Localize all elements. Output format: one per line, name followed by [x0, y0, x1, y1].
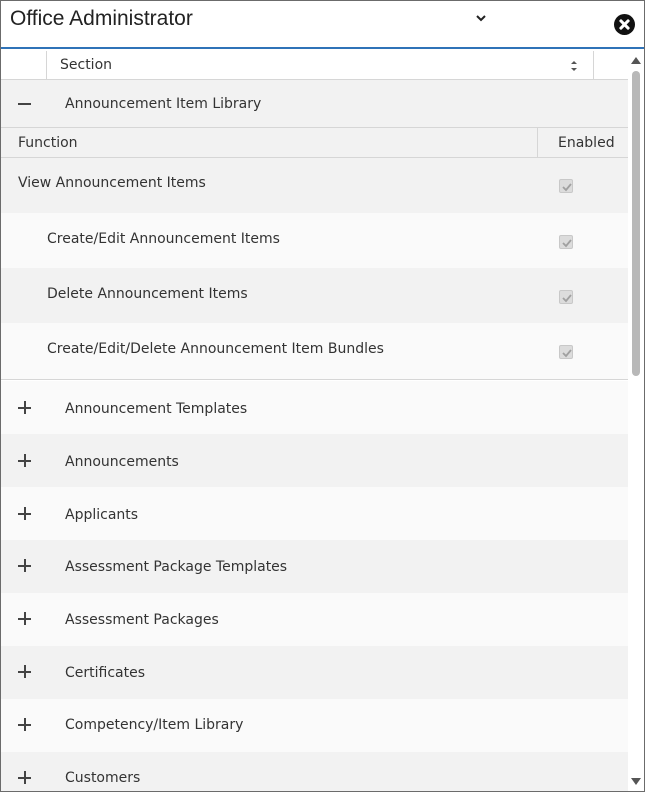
scroll-up-arrow-icon[interactable]	[631, 57, 641, 64]
plus-icon[interactable]	[18, 718, 32, 732]
table-header	[1, 51, 628, 80]
group-row-assessment-package-templates[interactable]	[1, 540, 628, 593]
function-column-header: Function	[18, 135, 78, 151]
plus-icon[interactable]	[18, 507, 32, 521]
group-label: Customers	[65, 770, 141, 786]
function-row-create-edit-announcement-items	[1, 213, 628, 268]
role-select[interactable]: Office Administrator	[10, 7, 193, 30]
function-label: Create/Edit Announcement Items	[47, 231, 280, 247]
plus-icon[interactable]	[18, 454, 32, 468]
function-label: View Announcement Items	[18, 175, 206, 191]
function-table-header	[1, 128, 628, 158]
group-label: Announcement Item Library	[65, 96, 262, 112]
group-row-applicants[interactable]	[1, 487, 628, 540]
header-toggle-column	[1, 51, 47, 79]
group-row-competency-item-library[interactable]	[1, 699, 628, 752]
plus-icon[interactable]	[18, 665, 32, 679]
group-row-customers[interactable]	[1, 752, 628, 791]
group-label: Certificates	[65, 665, 146, 681]
group-row-assessment-packages[interactable]	[1, 593, 628, 646]
enabled-checkbox[interactable]	[559, 345, 573, 359]
dialog-header	[1, 1, 644, 49]
vertical-scrollbar[interactable]	[628, 51, 644, 791]
section-column-header[interactable]	[47, 51, 594, 79]
group-row-announcement-templates[interactable]	[1, 381, 628, 434]
section-header-label: Section	[60, 57, 113, 73]
group-label: Applicants	[65, 507, 139, 523]
chevron-down-icon[interactable]	[472, 10, 490, 26]
plus-icon[interactable]	[18, 771, 32, 785]
group-label: Announcements	[65, 454, 179, 470]
function-label: Create/Edit/Delete Announcement Item Bundles	[47, 341, 384, 357]
plus-icon[interactable]	[18, 401, 32, 415]
permissions-table	[1, 51, 628, 791]
group-label: Competency/Item Library	[65, 717, 244, 733]
group-label: Assessment Packages	[65, 612, 219, 628]
enabled-checkbox[interactable]	[559, 179, 573, 193]
sort-icon[interactable]	[570, 59, 578, 73]
group-label: Assessment Package Templates	[65, 559, 288, 575]
group-label: Announcement Templates	[65, 401, 248, 417]
column-divider	[537, 128, 538, 157]
plus-icon[interactable]	[18, 612, 32, 626]
scroll-down-arrow-icon[interactable]	[631, 778, 641, 785]
minus-icon[interactable]	[18, 97, 32, 111]
close-icon[interactable]	[614, 14, 635, 35]
enabled-checkbox[interactable]	[559, 235, 573, 249]
scroll-thumb[interactable]	[632, 71, 640, 376]
enabled-checkbox[interactable]	[559, 290, 573, 304]
enabled-column-header: Enabled	[558, 135, 615, 151]
function-label: Delete Announcement Items	[47, 286, 248, 302]
group-row-certificates[interactable]	[1, 646, 628, 699]
function-row-create-edit-delete-bundles	[1, 323, 628, 380]
function-row-view-announcement-items	[1, 158, 628, 213]
function-row-delete-announcement-items	[1, 268, 628, 323]
group-row-announcements[interactable]	[1, 434, 628, 487]
plus-icon[interactable]	[18, 559, 32, 573]
group-row-announcement-item-library[interactable]	[1, 80, 628, 128]
